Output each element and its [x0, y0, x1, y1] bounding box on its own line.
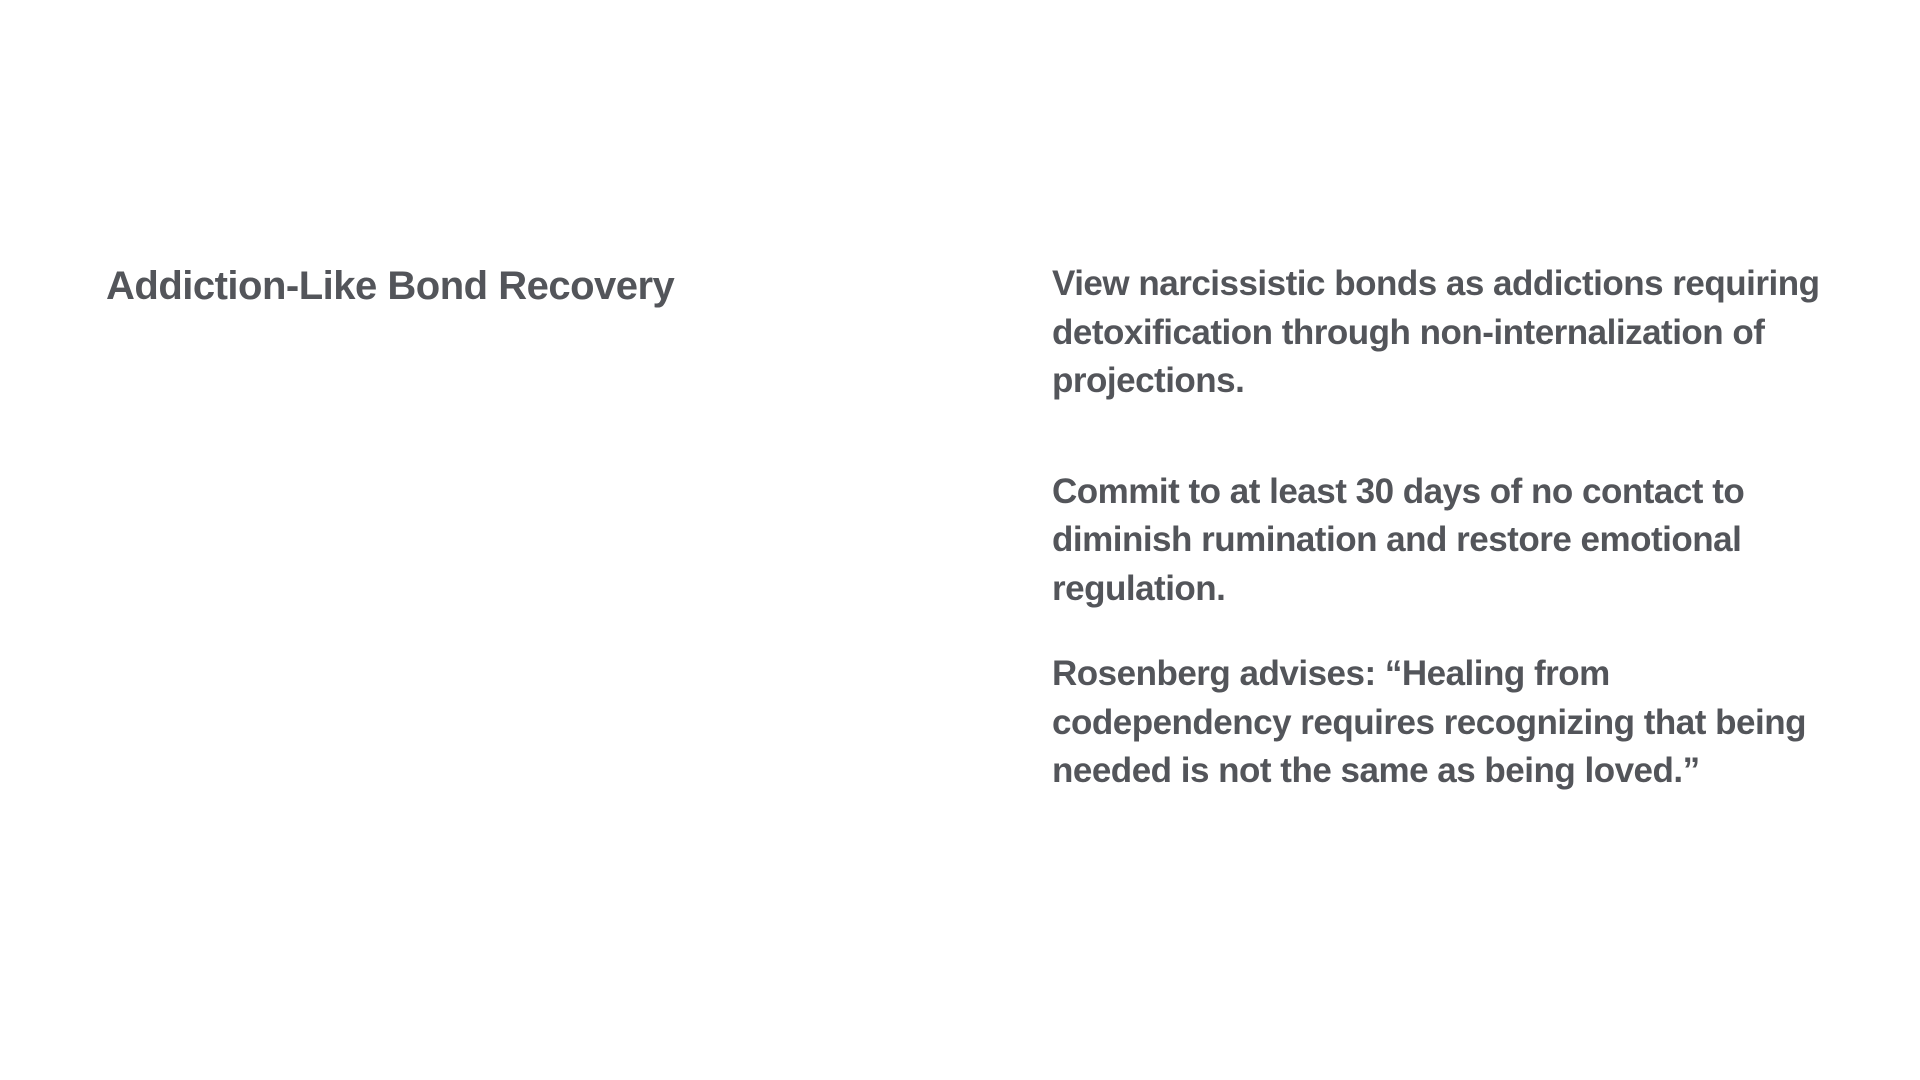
- paragraph-addiction-detox: View narcissistic bonds as addictions requiring detoxification through non-internalization of projections.: [1052, 264, 1820, 400]
- slide-title: Addiction-Like Bond Recovery: [106, 264, 675, 308]
- paragraph-no-contact: Commit to at least 30 days of no contact to diminish rumination and restore emotional regulation.: [1052, 471, 1745, 608]
- body-text-column: [1052, 260, 1832, 796]
- paragraph-rosenberg-quote: Rosenberg advises: “Healing from codependency requires recognizing that being needed is not the same as being loved.”: [1052, 654, 1806, 790]
